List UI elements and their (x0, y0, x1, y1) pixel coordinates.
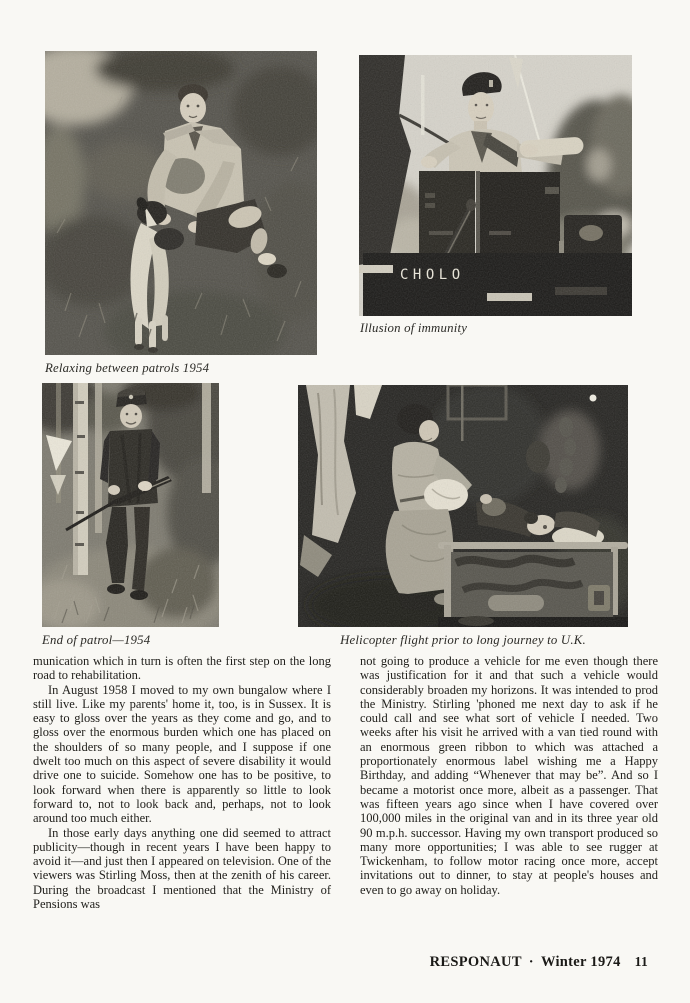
paragraph: munication which in turn is often the first step on the long road to rehabilitation. (33, 654, 331, 683)
paragraph: In those early days anything one did seemed to attract publicity—though in recent years I have been happy to avoid it—and just then I appeared on television. One of the viewers was Stirling Moss, then at the zenith of his career. During the broadcast I mentioned that the Ministry of Pensions was (33, 825, 331, 912)
photo-illustration (359, 55, 632, 316)
photo-illustration (298, 385, 628, 627)
caption-helicopter-flight: Helicopter flight prior to long journey to U.K. (340, 633, 586, 647)
journal-title: RESPONAUT (429, 954, 522, 970)
paragraph: not going to produce a vehicle for me even though there was justification for it and that such a vehicle would considerably broaden my horizons. It was intended to prod the Ministry. Stirling 'phoned me next day to ask if he could call and see what sort of vehicle I needed. Two weeks after his visit he arrived with a van tied round with an enormous green ribbon to which was attached a proportionately enormous label wishing me a Happy Birthday, and adding “Whenever that may be”. And so I became a motorist once more, albeit as a passenger. That was fifteen years ago since when I have covered over 100,000 miles in the original van and in its three year old 90 m.p.h. successor. Having my own transport produced so many more opportunities; I was able to see rugger at Twickenham, to follow motor racing once more, accept invitations out to dinner, to stay at people's houses and even to go away on holiday. (360, 654, 658, 897)
issue-date: Winter 1974 (540, 954, 621, 970)
film-grain (359, 55, 632, 316)
article-column-right (360, 654, 658, 911)
film-grain (45, 51, 317, 355)
caption-illusion-of-immunity: Illusion of immunity (360, 321, 468, 335)
page-footer (430, 954, 648, 971)
film-grain (42, 383, 219, 627)
photo-illustration (42, 383, 219, 627)
film-grain (298, 385, 628, 627)
separator-dot: · (528, 954, 534, 970)
page-number: 11 (634, 954, 648, 969)
vehicle-name-text: CHOLO (400, 267, 465, 283)
article-body (33, 654, 658, 911)
caption-relaxing-between-patrols: Relaxing between patrols 1954 (45, 361, 210, 375)
paragraph: In August 1958 I moved to my own bungalow where I still live. Like my parents' home it, too, is in Sussex. It is easy to gloss over the years as they come and go, and to gloss over the enormous burden which one has placed on the shoulders of so many people, and I suppose if one dwelt too much on this aspect of severe disability it would drive one to suicide. Somehow one has to be positive, to look forward when there is apparently so little to look forward to, not to look back and, perhaps, not to look around too much either. (33, 682, 331, 826)
caption-end-of-patrol: End of patrol—1954 (42, 633, 151, 647)
photo-illustration (45, 51, 317, 355)
photo-helicopter-flight (298, 385, 628, 627)
photo-illusion-of-immunity (359, 55, 632, 316)
article-column-left (33, 654, 331, 911)
photo-end-of-patrol (42, 383, 219, 627)
photo-relaxing-between-patrols (45, 51, 317, 355)
